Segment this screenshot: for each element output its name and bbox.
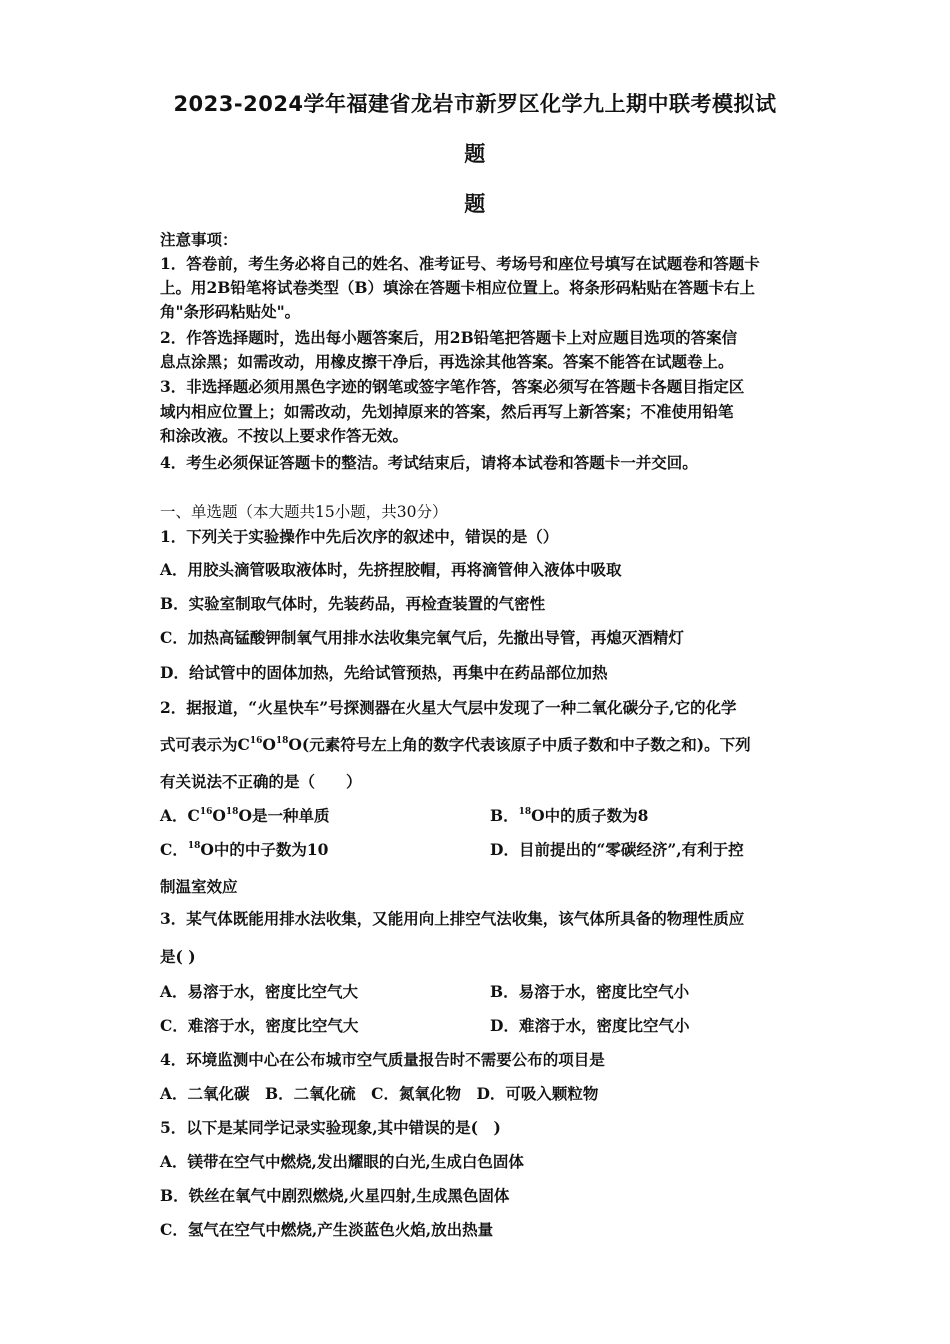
notice-line: 息点涂黑；如需改动，用橡皮擦干净后，再选涂其他答案。答案不能答在试题卷上。 — [160, 352, 734, 371]
q1-option-a: A．用胶头滴管吸取液体时，先挤捏胶帽，再将滴管伸入液体中吸取 — [160, 560, 622, 579]
exam-title-line-2: 题 — [464, 142, 486, 166]
notice-line: 角"条形码粘贴处"。 — [160, 302, 301, 321]
q3-stem-line-1: 3．某气体既能用排水法收集，又能用向上排空气法收集，该气体所具备的物理性质应 — [160, 909, 745, 928]
q2-option-d-continued: 制温室效应 — [160, 877, 238, 896]
q5-option-b: B．铁丝在氧气中剧烈燃烧,火星四射,生成黑色固体 — [160, 1186, 510, 1205]
q3-stem-line-2: 是( ) — [160, 947, 196, 966]
q2-stem-line-2: 式可表示为$C^{16}O^{18}O$(元素符号左上角的数字代表该原子中质子数和中子数之和)。下列 — [160, 735, 751, 754]
q5-stem: 5．以下是某同学记录实验现象,其中错误的是( ) — [160, 1118, 501, 1137]
notice-line: 1．答卷前，考生务必将自己的姓名、准考证号、考场号和座位号填写在试题卷和答题卡 — [160, 254, 760, 273]
q1-stem: 1．下列关于实验操作中先后次序的叙述中，错误的是（） — [160, 527, 559, 546]
q3-option-d: D．难溶于水，密度比空气小 — [490, 1016, 690, 1035]
exam-title-line-1: 2023-2024学年福建省龙岩市新罗区化学九上期中联考模拟试 — [173, 92, 777, 116]
notice-line: 上。用2B铅笔将试卷类型（B）填涂在答题卡相应位置上。将条形码粘贴在答题卡右上 — [160, 278, 755, 297]
q1-option-d: D．给试管中的固体加热，先给试管预热，再集中在药品部位加热 — [160, 663, 608, 682]
q2-option-c: C．$^{18}$O中的中子数为10 — [160, 840, 329, 859]
q5-option-a: A．镁带在空气中燃烧,发出耀眼的白光,生成白色固体 — [160, 1152, 524, 1171]
section-heading: 一、单选题（本大题共15小题，共30分） — [160, 503, 448, 521]
q2-option-d: D．目前提出的“零碳经济”,有利于控 — [490, 840, 744, 859]
notice-line: 4．考生必须保证答题卡的整洁。考试结束后，请将本试卷和答题卡一并交回。 — [160, 453, 698, 472]
exam-title-line-3: 题 — [464, 192, 486, 216]
q2-option-b: B．$^{18}$O中的质子数为8 — [490, 806, 649, 825]
q5-option-c: C．氢气在空气中燃烧,产生淡蓝色火焰,放出热量 — [160, 1220, 494, 1239]
q2-option-a: A．$C^{16}O^{18}O$是一种单质 — [160, 806, 330, 825]
q2-stem-line-3: 有关说法不正确的是（ ） — [160, 772, 362, 791]
q1-option-c: C．加热高锰酸钾制氧气用排水法收集完氧气后，先撤出导管，再熄灭酒精灯 — [160, 628, 684, 647]
notice-line: 和涂改液。不按以上要求作答无效。 — [160, 426, 409, 445]
notice-line: 2．作答选择题时，选出每小题答案后，用2B铅笔把答题卡上对应题目选项的答案信 — [160, 328, 738, 347]
q3-option-a: A．易溶于水，密度比空气大 — [160, 982, 359, 1001]
q4-stem: 4．环境监测中心在公布城市空气质量报告时不需要公布的项目是 — [160, 1050, 605, 1069]
q3-option-b: B．易溶于水，密度比空气小 — [490, 982, 690, 1001]
notice-line: 域内相应位置上；如需改动，先划掉原来的答案，然后再写上新答案；不准使用铅笔 — [160, 402, 734, 421]
q2-stem-line-1: 2．据报道，“火星快车”号探测器在火星大气层中发现了一种二氧化碳分子,它的化学 — [160, 698, 737, 717]
q1-option-b: B．实验室制取气体时，先装药品，再检查装置的气密性 — [160, 594, 546, 613]
q4-options: A．二氧化碳 B．二氧化硫 C．氮氧化物 D．可吸入颗粒物 — [160, 1084, 599, 1103]
notice-line: 3．非选择题必须用黑色字迹的钢笔或签字笔作答，答案必须写在答题卡各题目指定区 — [160, 377, 745, 396]
notice-heading: 注意事项： — [160, 230, 238, 249]
q3-option-c: C．难溶于水，密度比空气大 — [160, 1016, 359, 1035]
